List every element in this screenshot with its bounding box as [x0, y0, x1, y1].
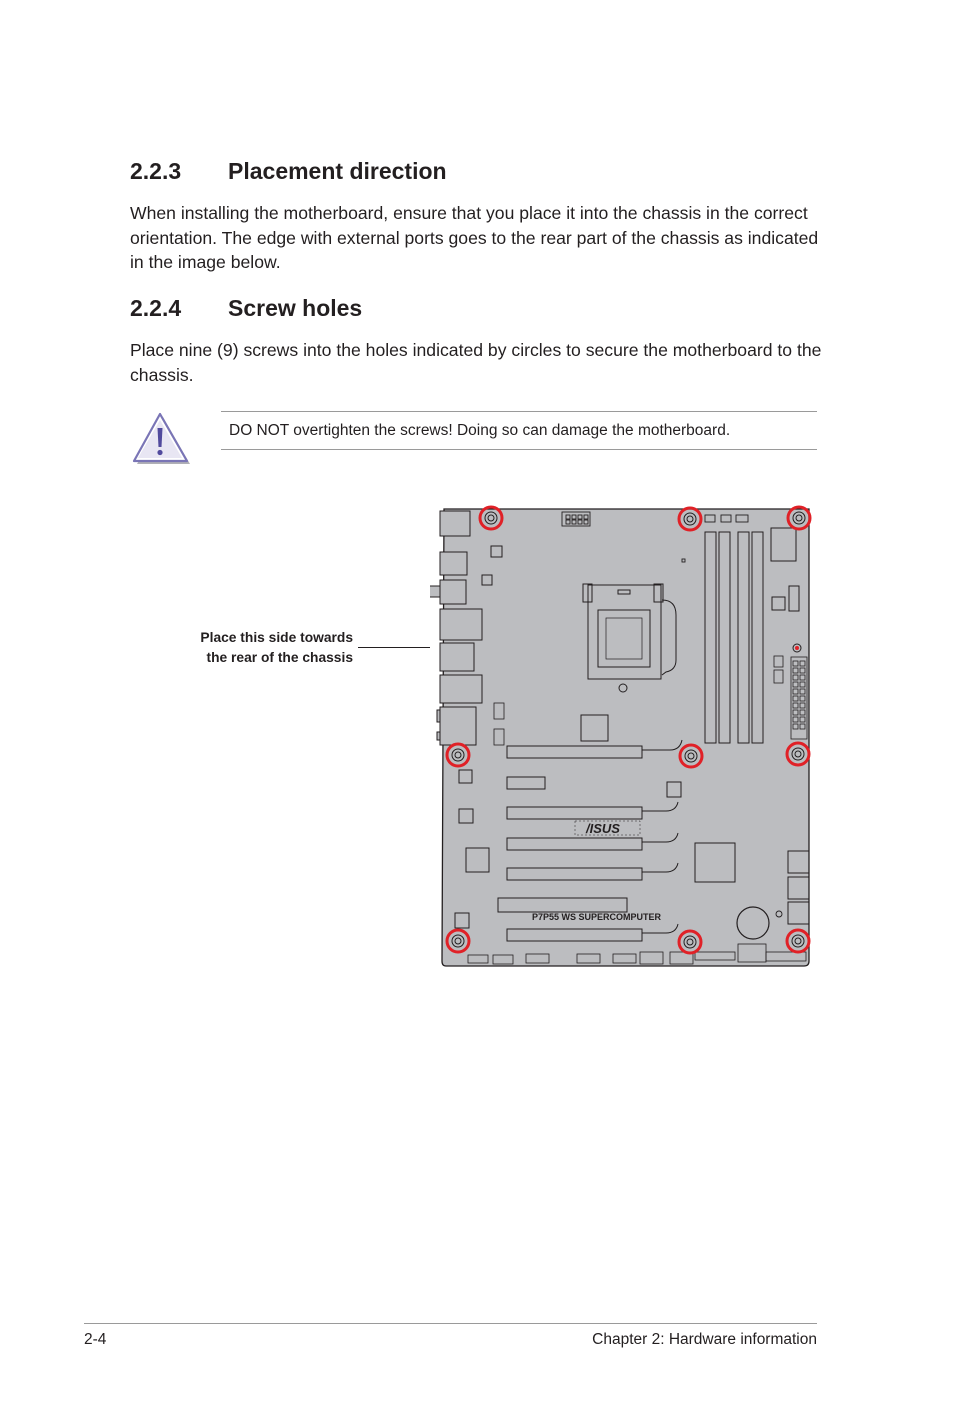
callout-line-2: the rear of the chassis	[206, 650, 353, 665]
section-223-number: 2.2.3	[130, 158, 182, 184]
footer-rule	[84, 1323, 817, 1324]
section-224-body: Place nine (9) screws into the holes indicated by circles to secure the motherboard to the chassis.	[130, 340, 822, 385]
caution-bottom-rule	[221, 449, 817, 450]
chapter-title: Chapter 2: Hardware information	[592, 1331, 817, 1348]
section-223-body: When installing the motherboard, ensure that you place it into the chassis in the correct orientation. The edge with external ports goes to the rear part of the chassis as indicated in the image below.	[130, 203, 819, 272]
asus-logo: /ISUS	[586, 821, 620, 836]
page-number: 2-4	[84, 1331, 107, 1348]
caution-text: DO NOT overtighten the screws! Doing so can damage the motherboard.	[229, 422, 731, 439]
warning-triangle-icon	[131, 412, 191, 466]
rear-side-callout	[150, 628, 353, 668]
caution-top-rule	[221, 411, 817, 412]
section-224-title: Screw holes	[228, 295, 363, 321]
callout-line-1: Place this side towards	[200, 630, 353, 645]
callout-leader-line	[358, 647, 430, 648]
cmos-battery	[737, 907, 769, 939]
section-224-number: 2.2.4	[130, 295, 182, 321]
section-223-title: Placement direction	[228, 158, 447, 184]
motherboard-diagram	[430, 500, 820, 972]
board-model-label: P7P55 WS SUPERCOMPUTER	[532, 912, 662, 922]
